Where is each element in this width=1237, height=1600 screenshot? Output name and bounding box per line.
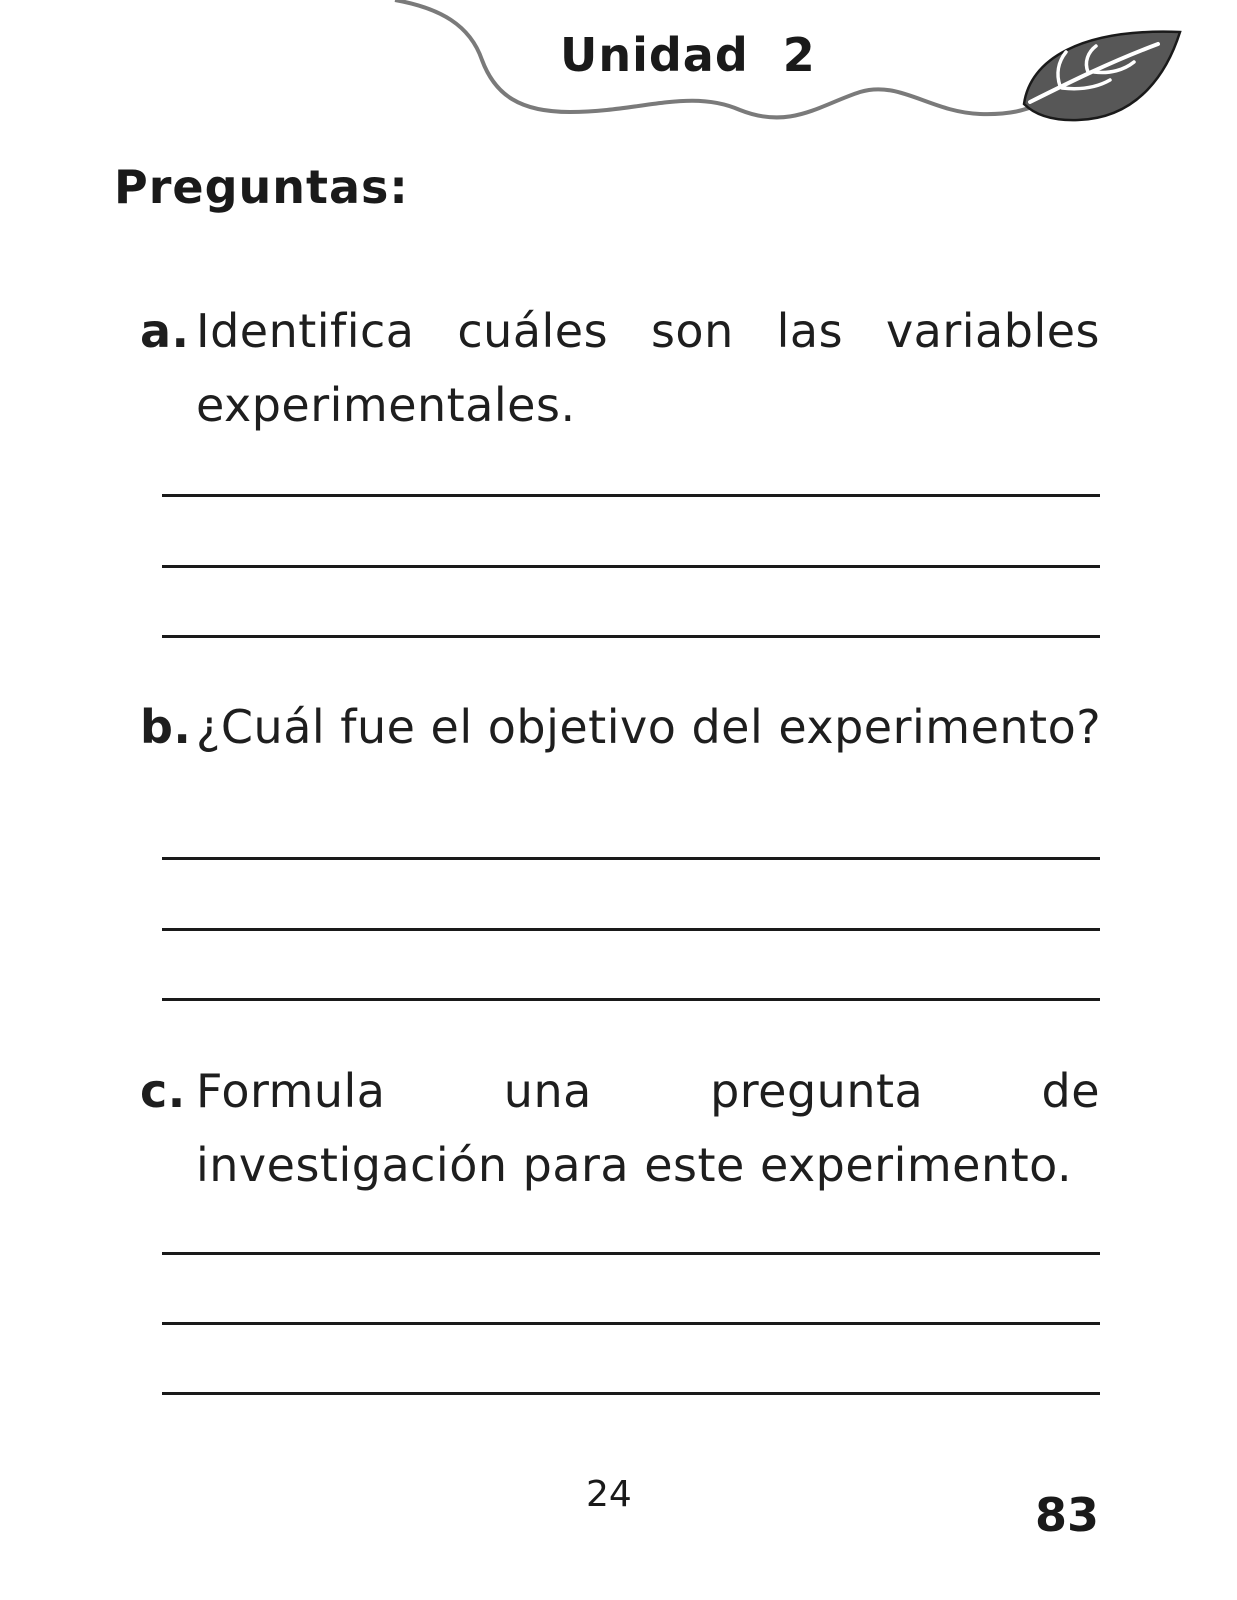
answer-line-a-3[interactable] (162, 635, 1100, 638)
question-b (140, 690, 1100, 764)
answer-line-b-3[interactable] (162, 998, 1100, 1001)
unit-title: Unidad 2 (560, 28, 816, 82)
answer-line-b-1[interactable] (162, 857, 1100, 860)
answer-line-c-2[interactable] (162, 1322, 1100, 1325)
page-number: 83 (1034, 1488, 1099, 1542)
question-text: ¿Cuál fue el objetivo del experimento? (196, 700, 1102, 754)
question-letter: c. (140, 1064, 186, 1118)
section-title: Preguntas: (114, 160, 409, 214)
answer-line-a-2[interactable] (162, 565, 1100, 568)
question-letter: b. (140, 700, 192, 754)
answer-line-a-1[interactable] (162, 494, 1100, 497)
question-text: Formula una pregunta de investigación para este experimento. (196, 1064, 1100, 1192)
question-a (140, 294, 1100, 442)
answer-line-b-2[interactable] (162, 928, 1100, 931)
question-letter: a. (140, 304, 190, 358)
question-text: Identifica cuáles son las variables experimentales. (196, 304, 1100, 432)
leaf-icon (1024, 32, 1180, 120)
question-c (140, 1054, 1100, 1202)
answer-line-c-3[interactable] (162, 1392, 1100, 1395)
answer-line-c-1[interactable] (162, 1252, 1100, 1255)
footer-center-number: 24 (586, 1474, 632, 1515)
